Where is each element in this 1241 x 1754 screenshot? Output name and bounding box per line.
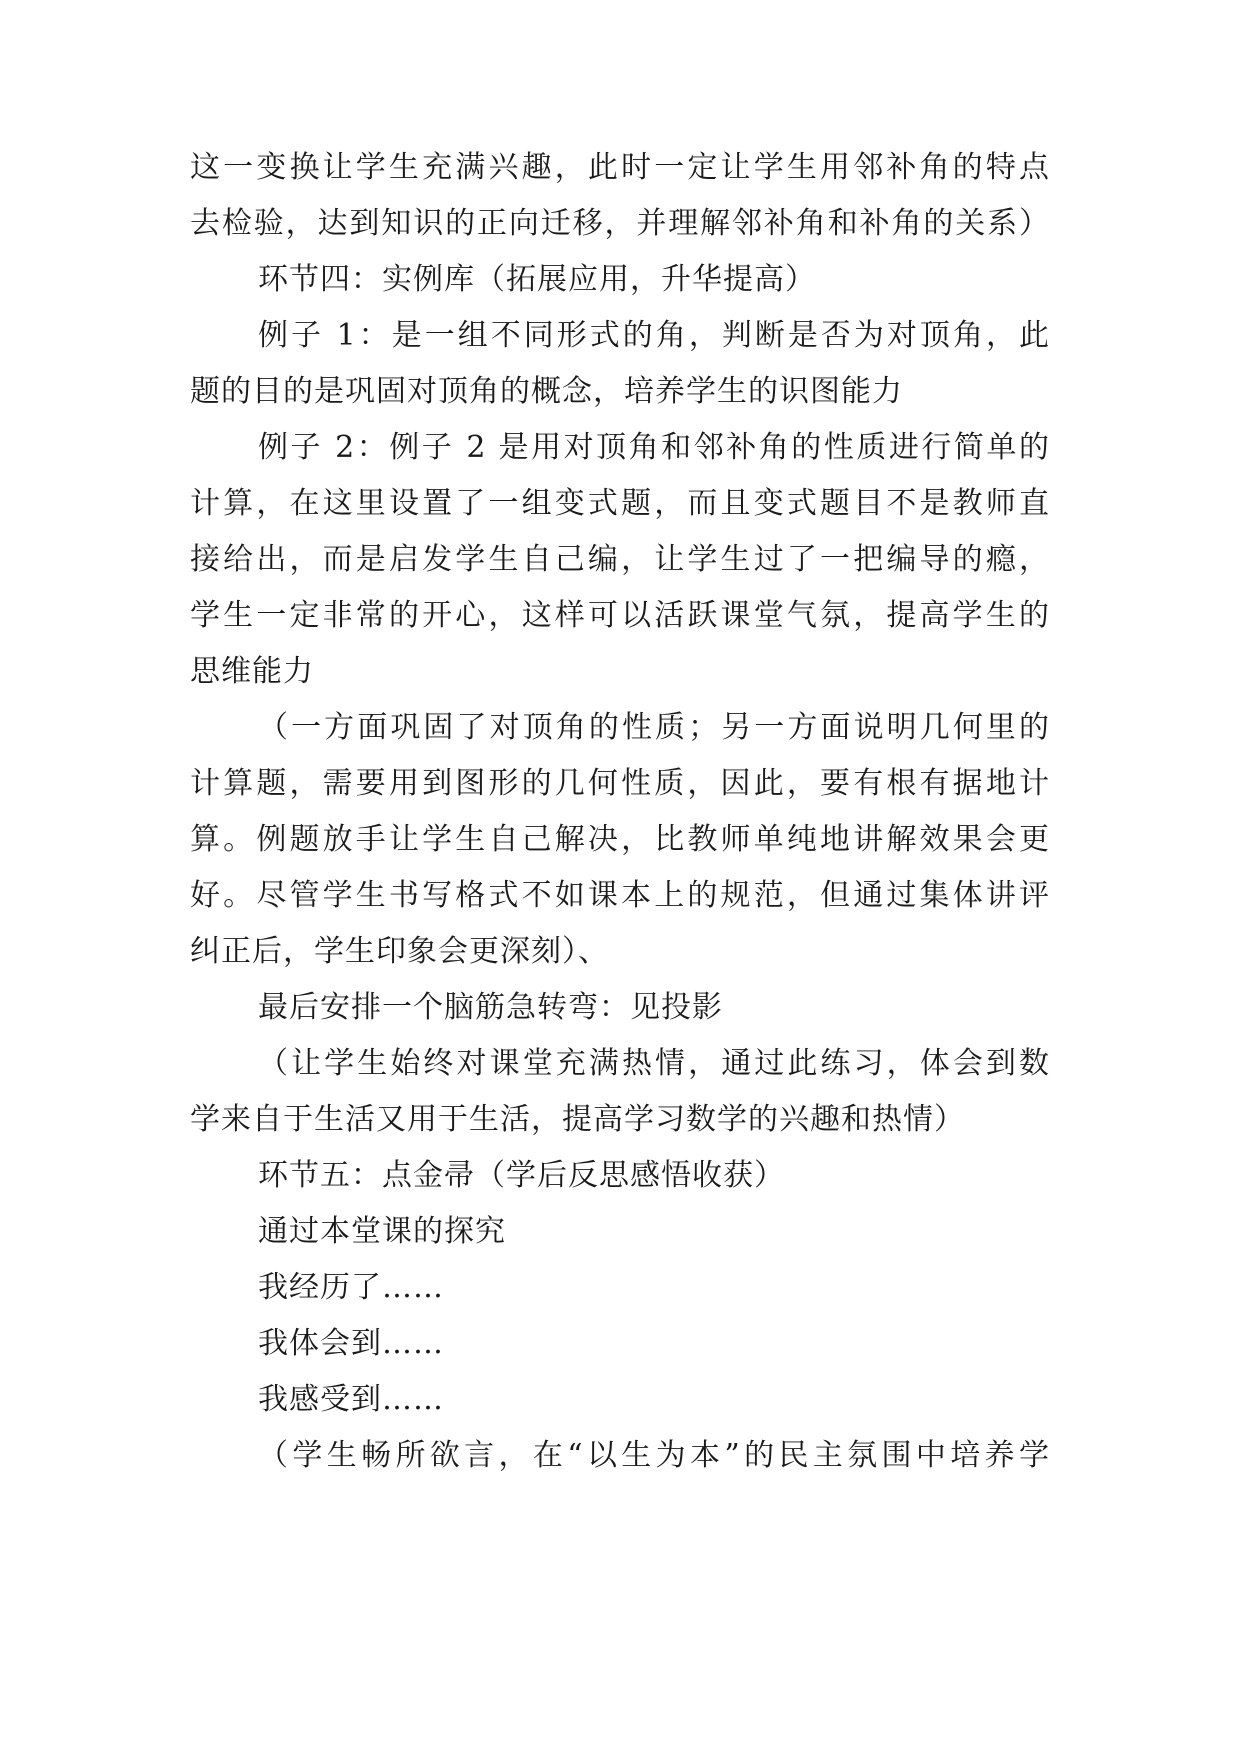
text-line: 例子 1：是一组不同形式的角，判断是否为对顶角，此 <box>258 318 1050 353</box>
text-line: 计算，在这里设置了一组变式题，而且变式题目不是教师直 <box>190 486 1050 521</box>
text-line: 学生一定非常的开心，这样可以活跃课堂气氛，提高学生的 <box>190 598 1050 633</box>
text-line: 通过本堂课的探究 <box>258 1214 506 1249</box>
text-line: （学生畅所欲言，在“以生为本”的民主氛围中培养学 <box>258 1438 1050 1473</box>
text-line: 我经历了…… <box>258 1270 444 1305</box>
text-line: 学来自于生活又用于生活，提高学习数学的兴趣和热情） <box>190 1102 965 1137</box>
text-line: 好。尽管学生书写格式不如课本上的规范，但通过集体讲评 <box>190 878 1050 913</box>
text-line: 最后安排一个脑筋急转弯：见投影 <box>258 990 723 1025</box>
text-line: 接给出，而是启发学生自己编，让学生过了一把编导的瘾， <box>190 542 1050 577</box>
text-line: 计算题，需要用到图形的几何性质，因此，要有根有据地计 <box>190 766 1050 801</box>
text-line: 去检验，达到知识的正向迁移，并理解邻补角和补角的关系） <box>190 206 1050 241</box>
text-line: 我感受到…… <box>258 1382 444 1417</box>
text-line: 思维能力 <box>190 654 314 689</box>
text-line: 题的目的是巩固对顶角的概念，培养学生的识图能力 <box>190 374 903 409</box>
section-heading: 环节四：实例库（拓展应用，升华提高） <box>258 262 816 297</box>
text-line: 纠正后，学生印象会更深刻）、 <box>190 934 609 969</box>
text-line: 算。例题放手让学生自己解决，比教师单纯地讲解效果会更 <box>190 822 1050 857</box>
text-line: （让学生始终对课堂充满热情，通过此练习，体会到数 <box>258 1046 1050 1081</box>
text-line: 我体会到…… <box>258 1326 444 1361</box>
text-line: 这一变换让学生充满兴趣，此时一定让学生用邻补角的特点 <box>190 150 1050 185</box>
text-line: （一方面巩固了对顶角的性质；另一方面说明几何里的 <box>258 710 1050 745</box>
section-heading: 环节五：点金帚（学后反思感悟收获） <box>258 1158 785 1193</box>
text-line: 例子 2：例子 2 是用对顶角和邻补角的性质进行简单的 <box>258 430 1050 465</box>
